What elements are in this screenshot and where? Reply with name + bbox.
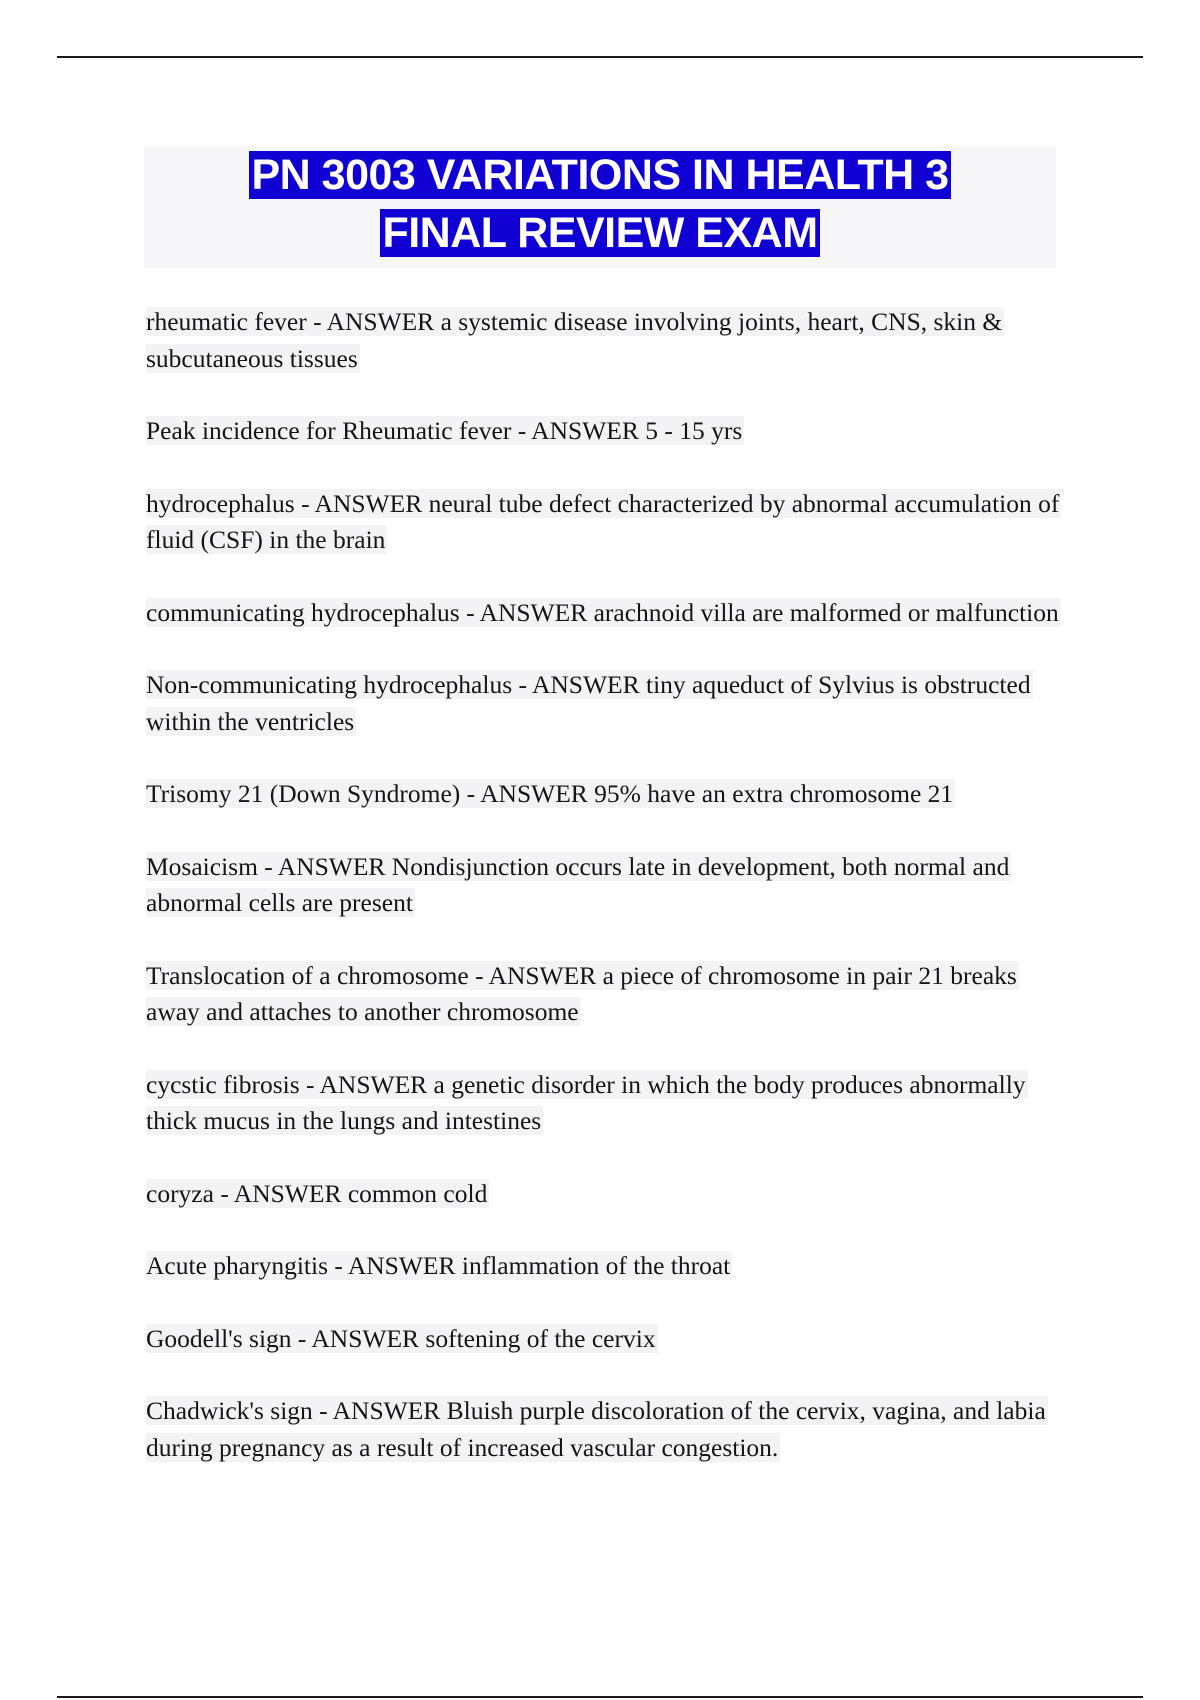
- title-text-1: PN 3003 VARIATIONS IN HEALTH 3: [251, 151, 949, 199]
- list-item: [146, 1067, 1066, 1140]
- qa-text: Chadwick's sign - ANSWER Bluish purple discoloration of the cervix, vagina, and labia during pregnancy as a result of increased vascular congestion.: [146, 1396, 1046, 1462]
- qa-text: coryza - ANSWER common cold: [146, 1178, 488, 1208]
- title-line-2: [144, 204, 1056, 262]
- list-item: [146, 595, 1066, 632]
- list-item: [146, 486, 1066, 559]
- qa-text: hydrocephalus - ANSWER neural tube defect characterized by abnormal accumulation of fluid (CSF) in the brain: [146, 488, 1060, 554]
- qa-text: cycstic fibrosis - ANSWER a genetic disorder in which the body produces abnormally thick mucus in the lungs and intestines: [146, 1069, 1026, 1135]
- list-item: [146, 1321, 1066, 1358]
- document-title: [144, 146, 1056, 268]
- list-item: [146, 304, 1066, 377]
- list-item: [146, 1176, 1066, 1213]
- list-item: [146, 1393, 1066, 1466]
- top-rule: [57, 56, 1143, 58]
- list-item: [146, 413, 1066, 450]
- qa-text: Translocation of a chromosome - ANSWER a piece of chromosome in pair 21 breaks away and attaches to another chromosome: [146, 960, 1017, 1026]
- bottom-rule: [57, 1696, 1143, 1698]
- list-item: [146, 1248, 1066, 1285]
- qa-text: Goodell's sign - ANSWER softening of the cervix: [146, 1323, 656, 1353]
- list-item: [146, 958, 1066, 1031]
- qa-text: Trisomy 21 (Down Syndrome) - ANSWER 95% have an extra chromosome 21: [146, 779, 954, 808]
- title-text-2: FINAL REVIEW EXAM: [382, 209, 818, 257]
- list-item: [146, 776, 1066, 813]
- title-line-1: [144, 146, 1056, 204]
- list-item: [146, 667, 1066, 740]
- list-item: [146, 849, 1066, 922]
- qa-text: communicating hydrocephalus - ANSWER arachnoid villa are malformed or malfunction: [146, 597, 1059, 627]
- qa-list: [146, 304, 1066, 1502]
- qa-text: Non-communicating hydrocephalus - ANSWER tiny aqueduct of Sylvius is obstructed within the ventricles: [146, 670, 1031, 736]
- qa-text: Peak incidence for Rheumatic fever - ANSWER 5 - 15 yrs: [146, 416, 743, 445]
- qa-text: Acute pharyngitis - ANSWER inflammation of the throat: [146, 1251, 731, 1280]
- qa-text: Mosaicism - ANSWER Nondisjunction occurs late in development, both normal and abnormal cells are present: [146, 851, 1010, 917]
- qa-text: rheumatic fever - ANSWER a systemic disease involving joints, heart, CNS, skin & subcutaneous tissues: [146, 307, 1003, 373]
